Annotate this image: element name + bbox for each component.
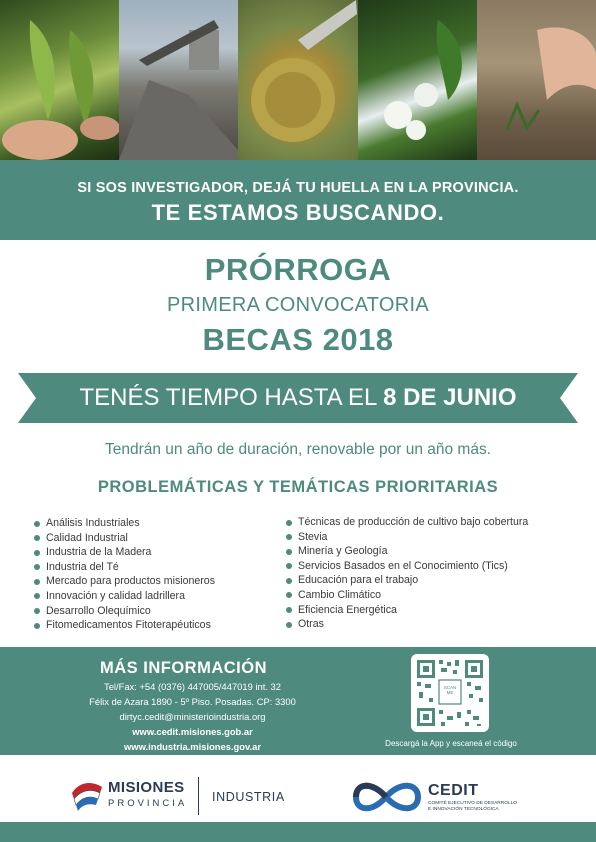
email-link[interactable]: dirtyc.cedit@ministerioindustria.org — [119, 711, 266, 722]
primera-convocatoria-subtitle: PRIMERA CONVOCATORIA — [167, 294, 429, 316]
list-item: Mercado para productos misioneros — [33, 574, 215, 589]
topics-list-right — [285, 515, 528, 632]
list-item: Industria del Té — [33, 560, 215, 575]
misiones-logo-text: MISIONES — [108, 779, 185, 796]
provincia-logo-text: PROVINCIA — [108, 798, 188, 809]
topics-title: PROBLEMÁTICAS Y TEMÁTICAS PRIORITARIAS — [97, 478, 499, 496]
yerba-mate-photo — [238, 0, 357, 160]
address-text: Félix de Azara 1890 - 5º Piso. Posadas. CP: 3300 — [89, 696, 296, 707]
cedit-infinity-icon — [352, 775, 422, 819]
becas-title: BECAS 2018 — [202, 322, 394, 357]
footer-bar — [0, 822, 596, 842]
cedit-website-link[interactable]: www.cedit.misiones.gob.ar — [132, 726, 253, 737]
list-item: Stevia — [285, 530, 528, 545]
duration-text: Tendrán un año de duración, renovable por un año más. — [104, 441, 492, 458]
list-item: Innovación y calidad ladrillera — [33, 589, 215, 604]
quarry-photo — [119, 0, 238, 160]
list-item: Técnicas de producción de cultivo bajo cobertura — [285, 515, 528, 530]
qr-code[interactable] — [411, 654, 489, 732]
list-item: Cambio Climático — [285, 588, 528, 603]
industria-website-link[interactable]: www.industria.misiones.gov.ar — [123, 741, 261, 752]
cedit-subtitle — [428, 801, 538, 813]
cedit-logo-text: CEDIT — [428, 782, 479, 799]
cedit-subtitle-line1: COMITÉ EJECUTIVO DE DESARROLLO — [428, 801, 518, 806]
list-item: Fitomedicamentos Fitoterapéuticos — [33, 618, 215, 633]
topics-list-left — [33, 516, 215, 633]
researcher-call-text: SI SOS INVESTIGADOR, DEJÁ TU HUELLA EN LA PROVINCIA. — [77, 180, 519, 196]
flower-photo — [358, 0, 477, 160]
list-item: Educación para el trabajo — [285, 573, 528, 588]
more-info-section — [0, 647, 596, 755]
cedit-subtitle-line2: E INNOVACIÓN TECNOLÓGICA — [428, 807, 499, 812]
industria-logo-text: INDUSTRIA — [212, 790, 285, 804]
qr-scan-label: SCAN ME — [443, 685, 457, 695]
header-banner — [0, 160, 596, 240]
logo-divider — [198, 777, 199, 815]
prorroga-title: PRÓRROGA — [204, 252, 392, 287]
list-item: Industria de la Madera — [33, 545, 215, 560]
phone-text: Tel/Fax: +54 (0376) 447005/447019 int. 32 — [104, 681, 281, 692]
list-item: Minería y Geología — [285, 544, 528, 559]
list-item: Servicios Basados en el Conocimiento (Tics) — [285, 559, 528, 574]
qr-caption: Descargá la App y escaneá el código — [385, 739, 517, 748]
soil-hand-photo — [477, 0, 596, 160]
list-item: Calidad Industrial — [33, 531, 215, 546]
list-item: Análisis Industriales — [33, 516, 215, 531]
deadline-prefix: TENÉS TIEMPO HASTA EL — [79, 384, 384, 411]
deadline-date: 8 DE JUNIO — [383, 384, 517, 411]
misiones-flag-icon — [70, 779, 104, 813]
tea-leaf-photo — [0, 0, 119, 160]
list-item: Desarrollo Olequímico — [33, 604, 215, 619]
more-info-title: MÁS INFORMACIÓN — [100, 659, 267, 677]
photo-strip — [0, 0, 596, 160]
deadline-text — [0, 384, 596, 412]
we-are-searching-text: TE ESTAMOS BUSCANDO. — [151, 200, 445, 225]
list-item: Eficiencia Energética — [285, 603, 528, 618]
list-item: Otras — [285, 617, 528, 632]
